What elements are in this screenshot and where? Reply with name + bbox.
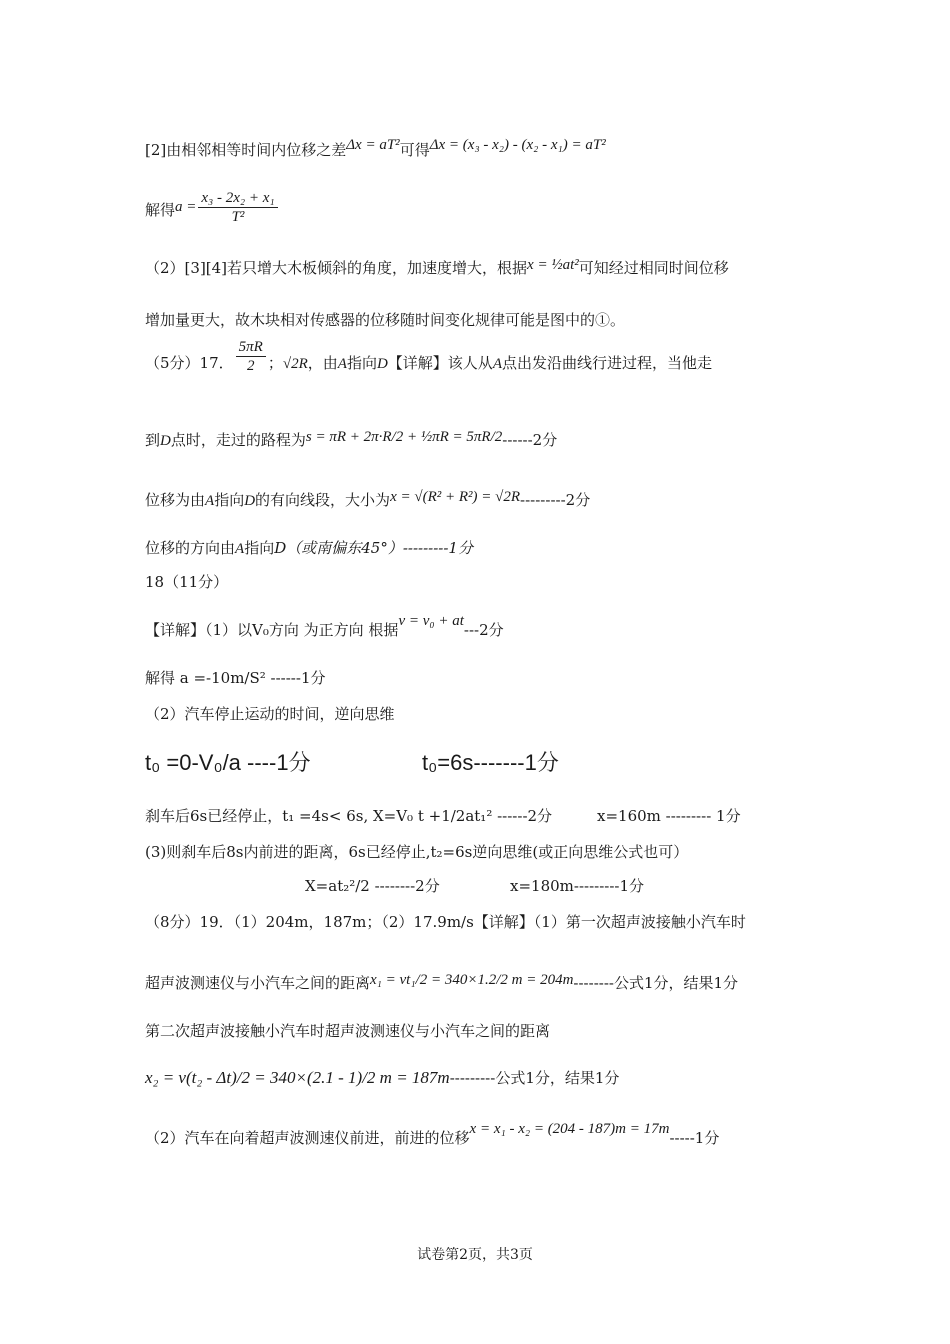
point-a: A bbox=[235, 541, 245, 557]
page-footer: 试卷第2页，共3页 bbox=[417, 1247, 533, 1263]
question-heading: 18（11分） bbox=[145, 573, 229, 591]
text: 刹车后6s已经停止，t₁ =4s< 6s, X=V₀ t +1/2at₁² ------2分 bbox=[145, 807, 553, 825]
text: 位移为由 bbox=[145, 491, 206, 509]
point-d: D bbox=[244, 493, 256, 509]
line-19 bbox=[145, 1021, 550, 1041]
formula-distance-2: x₂ = v(t₂ - Δt)/2 = 340×(2.1 - 1)/2 m = 187m bbox=[145, 1068, 450, 1087]
text: ------2分 bbox=[502, 431, 558, 449]
line-4 bbox=[145, 310, 625, 330]
fraction-denominator: 2 bbox=[246, 357, 255, 374]
line-1 bbox=[145, 137, 606, 161]
text: X=at₂²/2 --------2分 bbox=[305, 877, 440, 895]
text: t₀ =0-V₀/a ----1分 bbox=[145, 750, 311, 775]
text: 可得 bbox=[399, 141, 430, 159]
formula-a-lhs: a = bbox=[175, 199, 197, 215]
line-18 bbox=[145, 973, 738, 994]
text: ---------2分 bbox=[520, 491, 591, 509]
line-2 bbox=[145, 189, 280, 230]
text: x=160m --------- 1分 bbox=[597, 807, 741, 825]
line-20 bbox=[145, 1068, 619, 1088]
text: 的有向线段，大小为 bbox=[255, 491, 391, 509]
line-10 bbox=[145, 613, 504, 641]
text: 【详解】该人从 bbox=[387, 354, 493, 372]
formula-a-fraction bbox=[198, 189, 277, 226]
text: （2）汽车停止运动的时间，逆向思维 bbox=[145, 705, 395, 723]
point-d: D bbox=[160, 433, 171, 449]
line-15 bbox=[145, 842, 688, 862]
text: （2）汽车在向着超声波测速仪前进，前进的位移 bbox=[145, 1129, 470, 1147]
line-12 bbox=[145, 704, 395, 724]
line-5 bbox=[145, 338, 712, 383]
text: (3)则刹车后8s内前进的距离，6s已经停止,t₂=6s逆向思维(或正向思维公式也可） bbox=[145, 843, 689, 861]
fraction-numerator: 5πR bbox=[236, 338, 266, 357]
text: x=180m---------1分 bbox=[510, 877, 645, 895]
text: （8分）19．（1）204m，187m；（2）17.9m/s【详解】（1）第一次超声波接触小汽车时 bbox=[145, 913, 746, 931]
formula-displacement-total: x = x₁ - x₂ = (204 - 187)m = 17m bbox=[469, 1121, 670, 1137]
text: 【详解】（1）以V₀方向 为正方向 根据 bbox=[145, 621, 399, 639]
text: 超声波测速仪与小汽车之间的距离 bbox=[145, 974, 371, 992]
formula-displacement: x = √(R² + R²) = √2R bbox=[390, 489, 521, 505]
point-d: D bbox=[274, 539, 287, 557]
text: 解得 bbox=[145, 201, 176, 219]
line-6 bbox=[145, 430, 557, 451]
formula-velocity: v = v₀ + at bbox=[398, 613, 464, 629]
text: --------公式1分，结果1分 bbox=[573, 974, 739, 992]
text: 解得 a =-10m/S² ------1分 bbox=[145, 669, 326, 687]
point-a: A bbox=[337, 356, 347, 372]
line-8 bbox=[145, 538, 473, 559]
line-14b bbox=[597, 806, 741, 826]
line-17 bbox=[145, 912, 746, 932]
line-9 bbox=[145, 572, 228, 592]
text: ---------公式1分，结果1分 bbox=[449, 1069, 620, 1087]
line-14 bbox=[145, 806, 552, 826]
formula-x-half-at2: x = ½at² bbox=[527, 257, 579, 273]
text: [2]由相邻相等时间内位移之差 bbox=[145, 141, 347, 159]
line-16 bbox=[305, 876, 440, 896]
text: 指向 bbox=[214, 491, 245, 509]
text: -----1分 bbox=[669, 1129, 720, 1147]
text: ，由 bbox=[307, 354, 338, 372]
text: 可知经过相同时间位移 bbox=[578, 259, 729, 277]
formula-delta-x: Δx = aT² bbox=[346, 137, 400, 153]
separator: ； bbox=[267, 354, 283, 372]
answer-sqrt: √2R bbox=[282, 356, 308, 372]
line-13 bbox=[145, 748, 311, 778]
line-16b bbox=[510, 876, 644, 896]
text: （2）[3][4]若只增大木板倾斜的角度，加速度增大，根据 bbox=[145, 259, 528, 277]
answer-fraction bbox=[236, 338, 266, 375]
text: 位移的方向由 bbox=[145, 539, 236, 557]
text: （或南偏东45°）---------1分 bbox=[286, 539, 473, 557]
text: ---2分 bbox=[463, 621, 504, 639]
formula-delta-x-expanded: Δx = (x₃ - x₂) - (x₂ - x₁) = aT² bbox=[429, 137, 606, 153]
text: 指向 bbox=[244, 539, 275, 557]
text: t₀=6s-------1分 bbox=[422, 750, 559, 775]
text: （5分）17． bbox=[145, 354, 234, 372]
formula-path-length: s = πR + 2π·R/2 + ½πR = 5πR/2 bbox=[305, 429, 503, 445]
line-13b bbox=[422, 748, 559, 778]
fraction-denominator: T² bbox=[231, 208, 245, 225]
text: 到 bbox=[145, 431, 161, 449]
text: 指向 bbox=[346, 354, 377, 372]
text: 增加量更大，故木块相对传感器的位移随时间变化规律可能是图中的①。 bbox=[145, 311, 626, 329]
point-d: D bbox=[376, 356, 388, 372]
point-a: A bbox=[492, 356, 502, 372]
line-21 bbox=[145, 1121, 720, 1149]
text: 第二次超声波接触小汽车时超声波测速仪与小汽车之间的距离 bbox=[145, 1022, 551, 1040]
formula-distance-1: x₁ = vt₁/2 = 340×1.2/2 m = 204m bbox=[370, 972, 574, 988]
text: 点时，走过的路程为 bbox=[170, 431, 306, 449]
line-11 bbox=[145, 668, 326, 688]
line-3 bbox=[145, 258, 729, 279]
line-7 bbox=[145, 490, 590, 511]
fraction-numerator: x₃ - 2x₂ + x₁ bbox=[198, 189, 277, 208]
point-a: A bbox=[205, 493, 215, 509]
text: 点出发沿曲线行进过程，当他走 bbox=[501, 354, 712, 372]
